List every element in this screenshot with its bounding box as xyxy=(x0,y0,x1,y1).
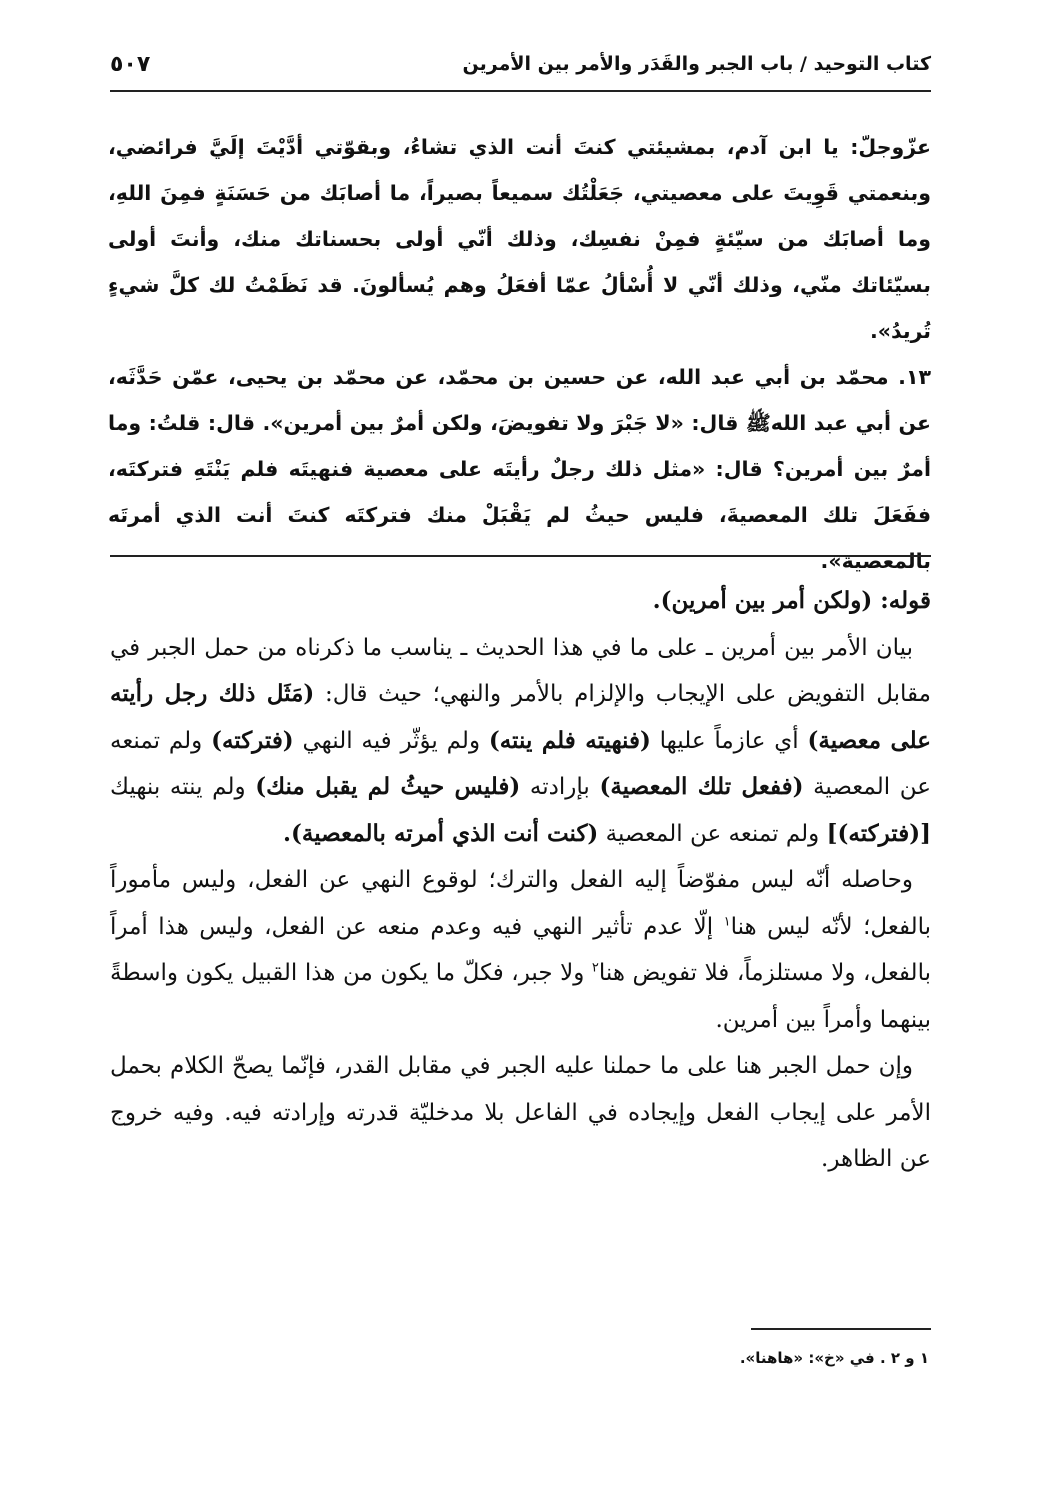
footnote-rule xyxy=(751,1328,931,1330)
text-run: أي عازماً عليها xyxy=(650,727,808,754)
commentary-paragraph-2 xyxy=(110,857,931,1043)
quoted-phrase: (كنت أنت الذي أمرته بالمعصية). xyxy=(283,819,599,847)
commentary-heading: قوله: (ولكن أمر بين أمرين). xyxy=(652,587,931,614)
footnote-marker: ٢ xyxy=(591,960,599,976)
commentary-paragraph-1 xyxy=(110,625,931,858)
text-run: وحاصله أنّه ليس مفوّضاً إليه الفعل والترك؛ لوقوع النهي عن الفعل، وليس مأموراً بالفعل؛ لأنّه ليس هنا xyxy=(110,867,931,940)
quoted-phrase: (فنهيته فلم ينته) xyxy=(488,726,651,754)
quoted-phrase: (ففعل تلك المعصية) xyxy=(599,773,804,800)
running-header xyxy=(110,42,931,86)
text-run: ولم تمنعه عن المعصية xyxy=(598,820,827,847)
quoted-phrase: [(فتركته)] xyxy=(826,819,931,847)
commentary xyxy=(110,578,931,1183)
text-run: ولم يؤثّر فيه النهي xyxy=(293,727,489,754)
page-number: ٥٠٧ xyxy=(110,51,151,77)
text-run: ولم ينته بنهيك xyxy=(110,774,256,800)
footnote: ١ و ٢ . في «خ»: «هاهنا». xyxy=(739,1349,929,1367)
section-divider xyxy=(110,555,931,557)
quoted-phrase: (مَثَل ذلك رجل رأيته على معصية) xyxy=(110,680,932,754)
text-run: بإرادته xyxy=(520,774,600,800)
text-run: ولم تمنعه عن المعصية xyxy=(110,727,931,800)
hadith-paragraph: عزّوجلّ: يا ابن آدم، بمشيئتي كنتَ أنت الذي تشاءُ، وبقوّتي أدَّيْتَ إلَيَّ فرائضي، وبنعمتي قَوِيتَ على معصيتي، جَعَلْتُك سميعاً بصيراً، ما أصابَك من حَسَنَةٍ فمِنَ اللهِ، وما أصابَك من سيّئةٍ فمِنْ نفسِك، وذلك أنّي أولى بحسناتك منك، وأنتَ أولى بسيّئاتك منّي، وذلك أنّي لا أُسْألُ عمّا أفعَلُ وهم يُسألونَ. قد نَظَمْتُ لك كلَّ شيءٍ تُريدُ». xyxy=(108,135,931,343)
text-run: بيان الأمر بين أمرين ـ على ما في هذا الحديث ـ يناسب ما ذكرناه من حمل الجبر في مقابل التفويض على الإيجاب والإلزام بالأمر والنهي؛ حيث قال: xyxy=(110,634,931,707)
hadith-text xyxy=(108,124,931,584)
text-run: إلّا عدم تأثير النهي فيه وعدم منعه عن الفعل، وليس هذا أمراً بالفعل، ولا مستلزماً، فلا تفويض هنا xyxy=(110,913,931,986)
hadith-13: ١٣. محمّد بن أبي عبد الله، عن حسين بن محمّد، عن محمّد بن يحيى، عمّن حَدَّثَه، عن أبي عبد الله‌ﷺ قال: «لا جَبْرَ ولا تفويضَ، ولكن أمرٌ بين أمرين». قال: قلتُ: وما أمرٌ بين أمرين؟ قال: «مثل ذلك رجلٌ رأيتَه على معصية فنهيتَه فلم يَنْتَهِ فتركتَه، ففَعَلَ تلك المعصيةَ، فليس حيثُ لم يَقْبَلْ منك فتركتَه كنتَ أنت الذي أمرتَه بالمعصية». xyxy=(108,365,931,573)
quoted-phrase: (فليس حيثُ لم يقبل منك) xyxy=(255,773,521,800)
running-title: كتاب التوحيد / باب الجبر والقَدَر والأمر بين الأمرين xyxy=(462,53,931,75)
header-rule xyxy=(110,90,931,92)
commentary-paragraph-3: وإن حمل الجبر هنا على ما حملنا عليه الجبر في مقابل القدر، فإنّما يصحّ الكلام بحمل الأمر على إيجاب الفعل وإيجاده في الفاعل بلا مدخليّة قدرته وإرادته فيه. وفيه خروج عن الظاهر. xyxy=(110,1053,931,1172)
text-run: ولا جبر، فكلّ ما يكون من هذا القبيل يكون واسطةً بينهما وأمراً بين أمرين. xyxy=(110,960,931,1033)
quoted-phrase: (فتركته) xyxy=(211,726,294,754)
footnote-marker: ١ xyxy=(723,913,731,929)
